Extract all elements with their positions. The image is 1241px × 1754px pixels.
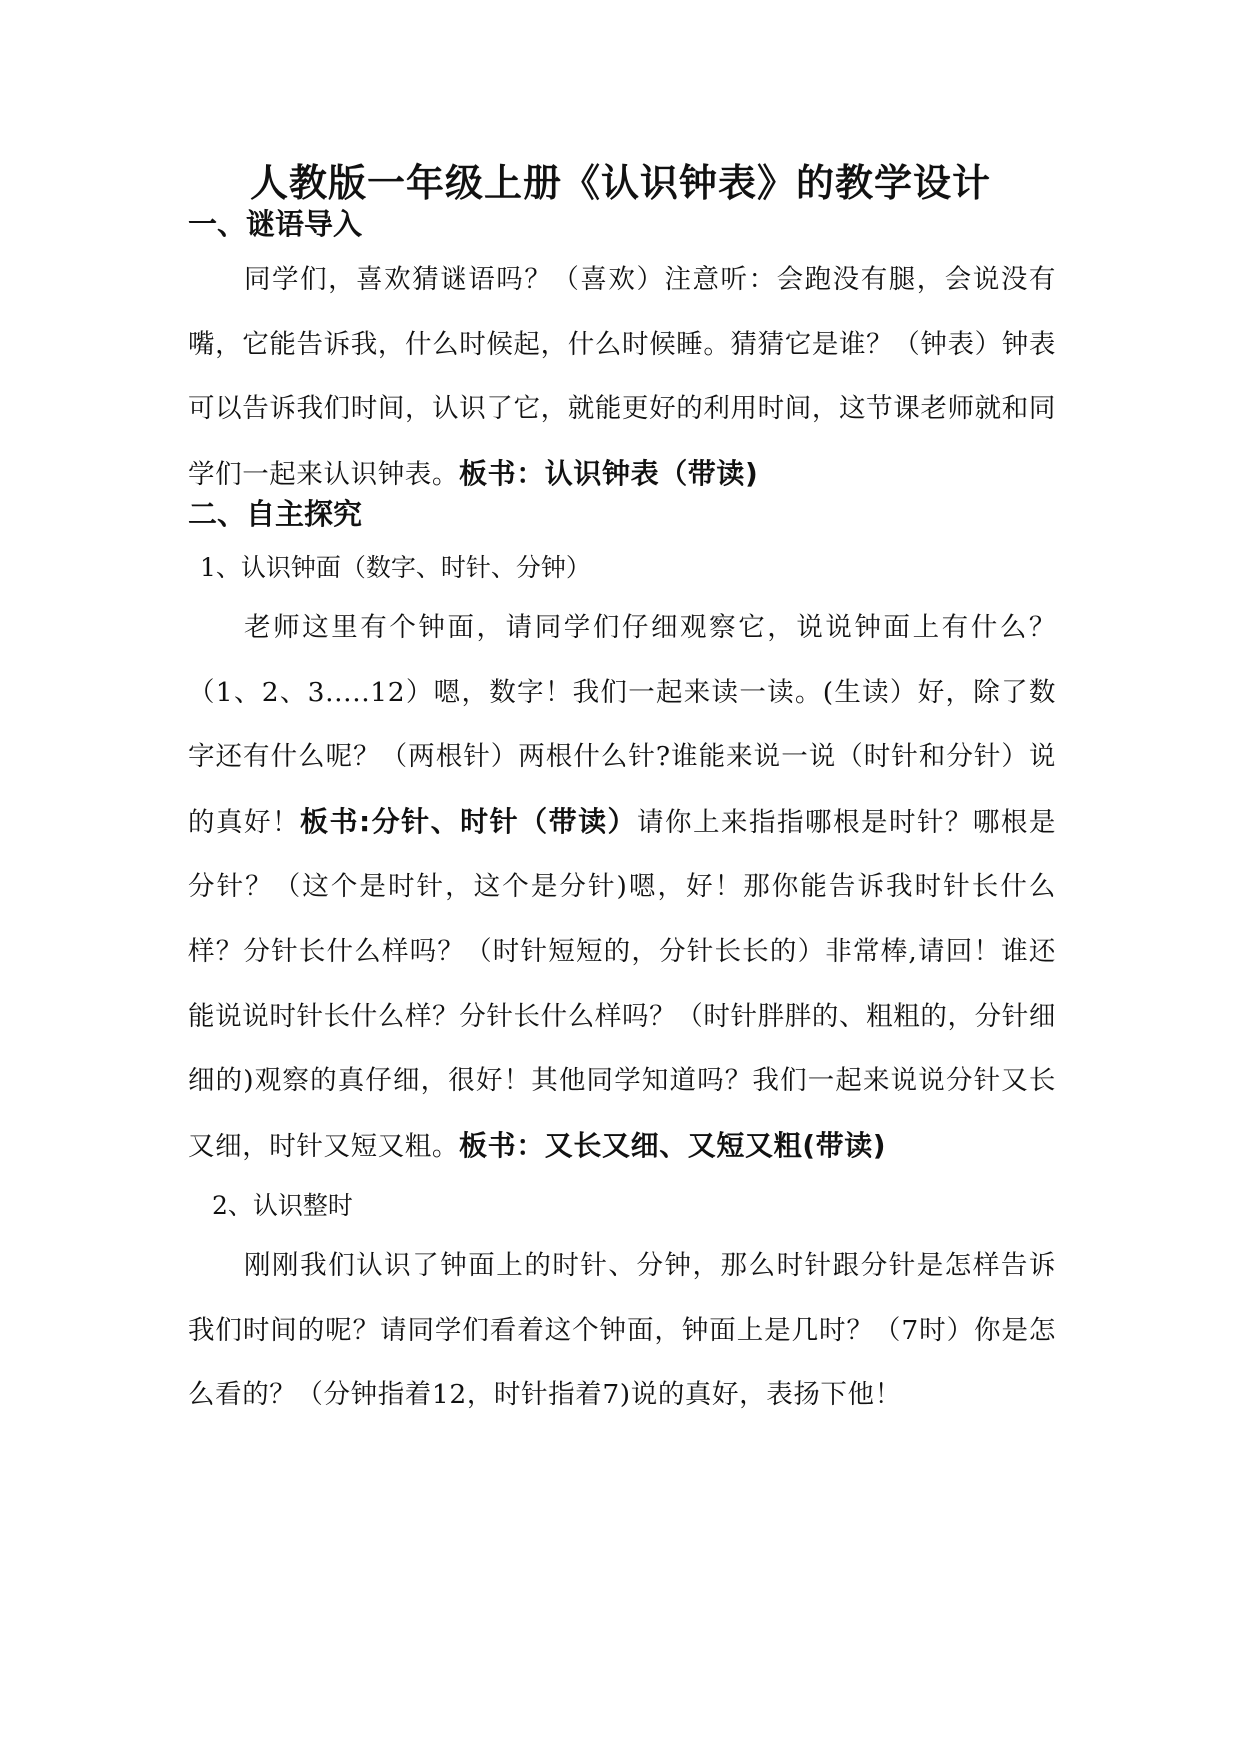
subheading-whole-hour: 2、认识整时 xyxy=(212,1191,353,1220)
document-title: 人教版一年级上册《认识钟表》的教学设计 xyxy=(249,161,991,205)
paragraph-riddle xyxy=(188,248,1056,507)
paragraph-whole-hour xyxy=(188,1234,1056,1428)
subheading-clock-face: 1、认识钟面（数字、时针、分钟） xyxy=(200,553,591,582)
section-heading-riddle-intro: 一、谜语导入 xyxy=(188,207,363,241)
paragraph-text: 请你上来指指哪根是时针？哪根是分针？（这个是时针，这个是分针)嗯，好！那你能告诉我时针长什么样？分针长什么样吗？（时针短短的，分针长长的）非常棒,请回！谁还能说说时针长什么样？分针长什么样吗？（时针胖胖的、粗粗的，分针细细的)观察的真仔细，很好！其他同学知道吗？我们一起来说说分针又长又细，时针又短又粗。 xyxy=(188,806,1057,1162)
paragraph-clock-face xyxy=(188,596,1056,1179)
paragraph-text: 刚刚我们认识了钟面上的时针、分钟，那么时针跟分针是怎样告诉我们时间的呢？请同学们看着这个钟面，钟面上是几时？（7时）你是怎么看的？（分钟指着12，时针指着7)说的真好，表扬下他！ xyxy=(188,1250,1056,1411)
paragraph-text: 老师这里有个钟面，请同学们仔细观察它，说说钟面上有什么？（1、2、3.....12）嗯，数字！我们一起来读一读。(生读）好，除了数字还有什么呢？（两根针）两根什么针?谁能来说一说（时针和分针）说的真好！ xyxy=(188,612,1056,838)
board-writing-bold: 板书:分针、时针（带读） xyxy=(299,804,638,838)
paragraph-text: 同学们，喜欢猜谜语吗？（喜欢）注意听：会跑没有腿，会说没有嘴，它能告诉我，什么时候起，什么时候睡。猜猜它是谁？（钟表）钟表可以告诉我们时间，认识了它，就能更好的利用时间，这节课老师就和同学们一起来认识钟表。 xyxy=(188,264,1056,490)
board-writing-bold: 板书：又长又细、又短又粗(带读) xyxy=(459,1128,887,1162)
section-heading-self-explore: 二、自主探究 xyxy=(188,497,363,531)
board-writing-bold: 板书：认识钟表（带读) xyxy=(459,456,759,490)
